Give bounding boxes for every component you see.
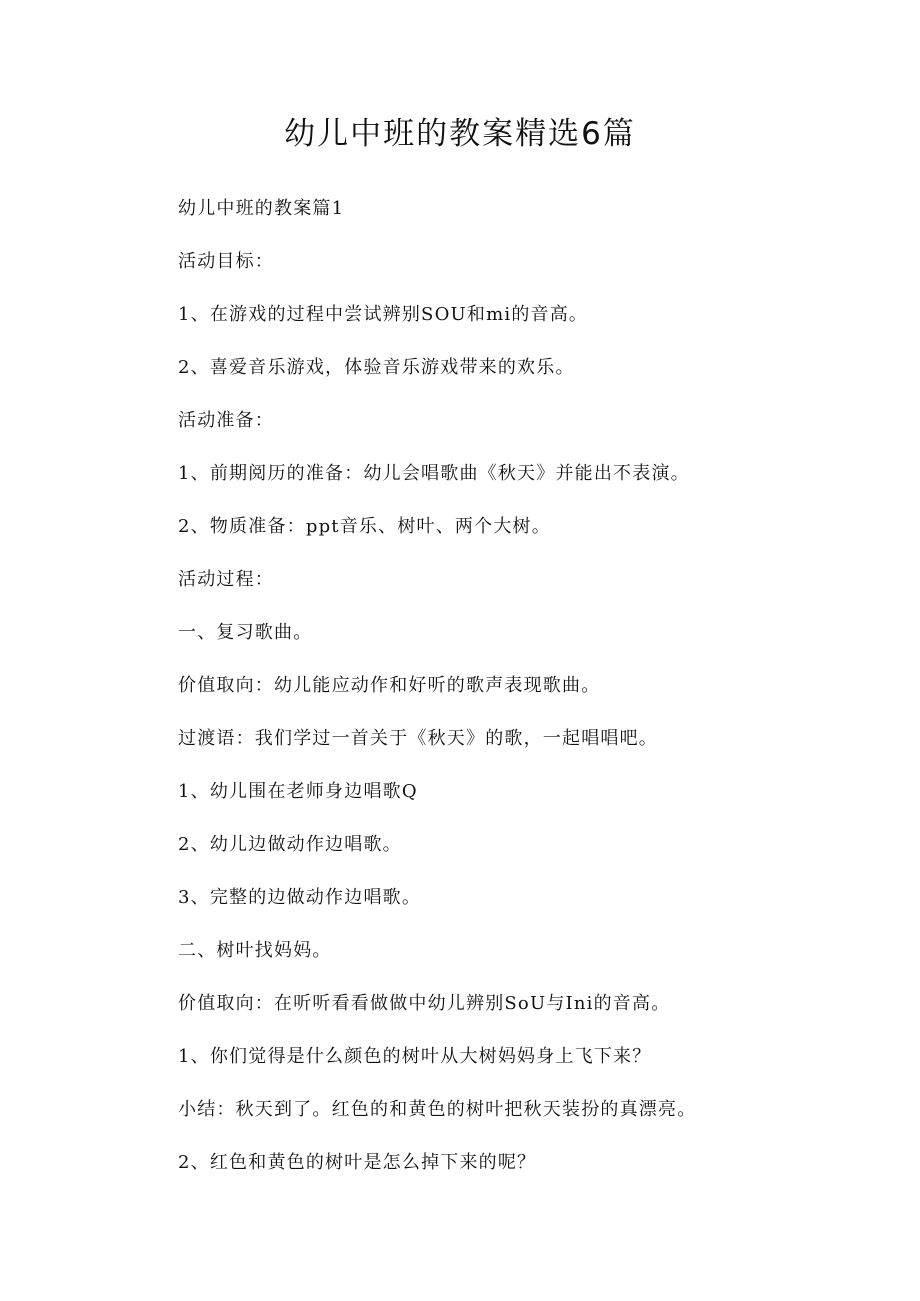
paragraph: 1、幼儿围在老师身边唱歌Q	[178, 781, 418, 802]
paragraph: 二、树叶找妈妈。	[178, 940, 332, 961]
document-title: 幼儿中班的教案精选6篇	[284, 116, 636, 152]
section-preparation: 活动准备：	[178, 410, 274, 431]
paragraph: 价值取向：在听听看看做做中幼儿辨别SoU与Ini的音高。	[178, 993, 671, 1014]
paragraph: 过渡语：我们学过一首关于《秋天》的歌，一起唱唱吧。	[178, 728, 658, 749]
paragraph: 2、喜爱音乐游戏，体验音乐游戏带来的欢乐。	[178, 357, 575, 378]
section-process: 活动过程：	[178, 569, 274, 590]
document-body	[178, 192, 818, 1199]
section-goals: 活动目标：	[178, 251, 274, 272]
paragraph: 小结：秋天到了。红色的和黄色的树叶把秋天装扮的真漂亮。	[178, 1099, 697, 1120]
heading-lesson-1: 幼儿中班的教案篇1	[178, 198, 345, 219]
paragraph: 2、红色和黄色的树叶是怎么掉下来的呢？	[178, 1152, 537, 1173]
paragraph: 2、幼儿边做动作边唱歌。	[178, 834, 402, 855]
paragraph: 3、完整的边做动作边唱歌。	[178, 887, 422, 908]
paragraph: 价值取向：幼儿能应动作和好听的歌声表现歌曲。	[178, 675, 601, 696]
paragraph: 1、前期阅历的准备：幼儿会唱歌曲《秋天》并能出不表演。	[178, 463, 690, 484]
paragraph: 1、你们觉得是什么颜色的树叶从大树妈妈身上飞下来？	[178, 1046, 652, 1067]
paragraph: 一、复习歌曲。	[178, 622, 313, 643]
paragraph: 2、物质准备：ppt音乐、树叶、两个大树。	[178, 516, 551, 537]
paragraph: 1、在游戏的过程中尝试辨别SOU和mi的音高。	[178, 304, 589, 325]
